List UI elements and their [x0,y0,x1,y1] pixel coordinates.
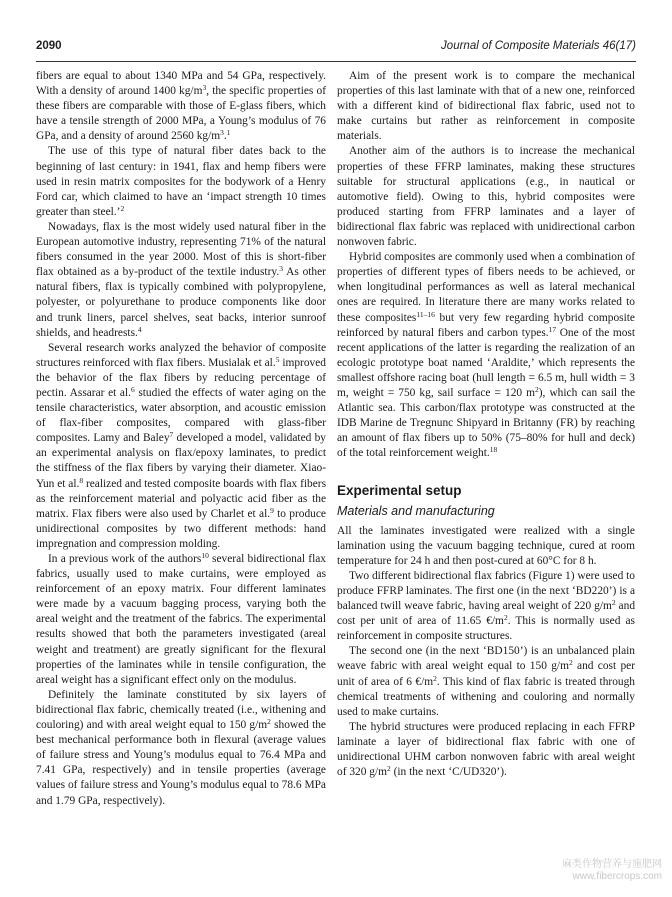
header-rule [36,61,636,62]
paragraph: fibers are equal to about 1340 MPa and 54 GPa, respectively. With a density of around 1400 $kg/m^3$, the specific properties of these fibers are comparable with those of E-glass fibers, which have a tensile strength of 2000 MPa, a Young’s modulus of 76 GPa, and a density of around 2560 $kg/m^3.^1$ [36,70,326,143]
section-heading: Experimental setup [337,483,462,499]
page-header [36,40,636,60]
paragraph: The second one (in the next ‘BD150’) is an unbalanced plain weave fabric with areal weight equal to 150 $g/m^2$ and cost per unit of area of 6 $€/m^2$. This kind of flax fabric is treated through chemical treatments of withening and couloring and normally used to make curtains. [337,645,635,718]
subsection-heading: Materials and manufacturing [337,503,495,518]
paragraph: Nowadays, flax is the most widely used natural fiber in the European automotive industry, representing 71% of the natural fibers consumed in the year 2000. Most of this is short-fiber flax obtained as a by-product of the textile industry.$^3$ As other natural fibers, flax is typically combined with polypropylene, polyester, or polyurethane to produce components like door and trunk liners, parcel shelves, seat backs, interior sunroof shields, and headrests.$^4$ [36,220,326,339]
left-column [36,69,326,809]
paragraph: Two different bidirectional flax fabrics (Figure 1) were used to produce FFRP laminates. The first one (in the next ‘BD220’) is a balanced twill weave fabric, having areal weight of 220 $g/m^2$ and cost per unit of area of 11.65 $€/m^2$. This is normally used as reinforcement in composite structures. [337,569,636,643]
page-number: 2090 [36,40,62,52]
paragraph: Several research works analyzed the behavior of composite structures reinforced with flax fibers. Musialak et al.$^5$ improved the behavior of the flax fibers by reducing percentage of pectin. Assarar et al.$^6$ studied the effects of water aging on the tensile characteristics, water absorption, and acoustic emission of flax-fiber composites, compared with glass-fiber composites. Lamy and Baley$^7$ developed a model, validated by an experimental analysis on flax/epoxy laminates, to predict the stiffness of the flax fibers by varying their diameter. Xiao-Yun et al.$^8$ realized and tested composite boards with flax fibers as the reinforcement material and polyactic acid fiber as the matrix. Flax fibers were also used by Charlet et al.$^9$ to produce unidirectional composites by two different methods: hand impregnation and compression molding. [36,341,327,550]
watermark: 麻类作物营养与施肥网 www.fibercrops.com [562,859,662,882]
paragraph: Another aim of the authors is to increase the mechanical properties of these FFRP laminates, making these structures suitable for structural applications (e.g., in nautical or automotive field). Owing to this, hybrid composites were produced starting from FFRP laminates and a layer of bidirectional flax fabric was replaced with unidirectional carbon nonwoven fabric. [337,145,635,249]
right-column [337,69,635,780]
paragraph: Aim of the present work is to compare the mechanical properties of this last laminate with that of a new one, reinforced with a different kind of bidirectional flax fabric, used not to make curtains but rather as reinforcement in composite materials. [337,70,635,143]
paragraph: Definitely the laminate constituted by six layers of bidirectional flax fabric, chemically treated (i.e., withening and couloring) and with areal weight equal to 150 $g/m^2$ showed the best mechanical performance both in flexural (average values of failure stress and Young’s modulus equal to 76.4 MPa and 7.41 GPa, respectively) and in tensile properties (average values of failure stress and Young’s modulus equal to 78.6 MPa and 1.79 GPa, respectively). [36,688,326,807]
journal-title: Journal of Composite Materials 46(17) [441,40,636,52]
paragraph: The use of this type of natural fiber dates back to the beginning of last century: in 1941, flax and hemp fibers were used in resin matrix composites for the bodywork of a Henry Ford car, which claimed to have an ‘impact strength 10 times greater than steel.’$^2$ [36,145,326,218]
paragraph: In a previous work of the authors$^{10}$ several bidirectional flax fabrics, usually used to make curtains, were employed as reinforcement of an epoxy matrix. Four different laminates were made by a vacuum bagging process, varying both the areal weight and the treatment of the fabrics. The experimental results showed that both the parameters investigated (areal weight and treatment) are greatly significant for the flexural properties of the laminates while in tensile configuration, the areal weight has a significant effect only on the modulus. [36,551,326,686]
paragraph: All the laminates investigated were realized with a single lamination using the vacuum bagging technique, cured at room temperature for 24 h and then post-cured at 60°C for 8 h. [337,524,635,567]
paragraph: The hybrid structures were produced replacing in each FFRP laminate a layer of bidirectional flax fabric with one of unidirectional UHM carbon nonwoven fabric with areal weight of 320 $g/m^2$ (in the next ‘C/UD320’). [337,720,635,779]
paragraph: Hybrid composites are commonly used when a combination of properties of different types of fibers needs to be achieved, or when longitudinal performances as well as lateral mechanical ones are required. In literature there are many works related to these composites$^{11-16}$ but very few regarding hybrid composite reinforced by natural fibers and carbon types.$^{17}$ One of the most recent applications of the latter is regarding the realization of an ecologic prototype boat named ‘Araldite,’ which represents the smallest offshore racing boat (hull length = 6.5 m, hull width = 3 m, weight = 750 kg, sail surface = 120 $m^2$), which can sail the Atlantic sea. This carbon/flax prototype was constructed at the IDB Marine de Tregnunc Shipyard in Britanny (FR) by reaching an amount of flax fibers up to 50% (75–80% for hull and deck) of the total reinforcement weight.$^{18}$ [337,251,635,460]
